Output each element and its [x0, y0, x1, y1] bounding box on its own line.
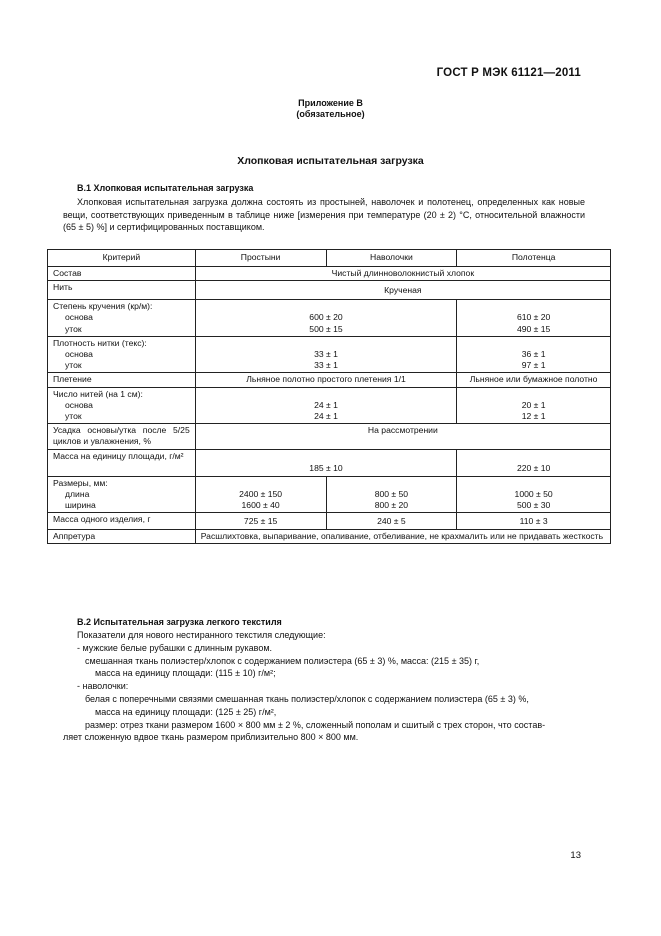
header-towels: Полотенца — [457, 250, 611, 267]
row-sublabel: основа — [65, 349, 93, 360]
table-row — [48, 513, 611, 530]
row-sublabel: уток — [65, 323, 82, 334]
row-label: Масса одного изделия, г — [48, 513, 196, 530]
row-sublabel: длина — [65, 488, 90, 499]
row-label: Нить — [48, 281, 196, 300]
value-line: 490 ± 15 — [516, 323, 551, 334]
value-line: 33 ± 1 — [314, 349, 338, 360]
row-sublabel: основа — [65, 312, 93, 323]
value-line: 97 ± 1 — [521, 360, 546, 371]
table-row — [48, 267, 611, 281]
value-line: 1600 ± 40 — [241, 500, 280, 511]
cell-value: Льняное полотно простого плетения 1/1 — [195, 373, 457, 387]
list-item: - мужские белые рубашки с длинным рукавом. — [77, 642, 273, 653]
cell-value: 240 ± 5 — [326, 513, 457, 530]
table-row — [48, 530, 611, 544]
value-line: 36 ± 1 — [521, 349, 546, 360]
value-line: 610 ± 20 — [516, 312, 551, 323]
value-line: 24 ± 1 — [314, 399, 338, 410]
value-line: 800 ± 50 — [374, 488, 409, 499]
list-item: масса на единицу площади: (125 ± 25) г/м², — [95, 706, 277, 717]
value-line: 33 ± 1 — [314, 360, 338, 371]
appendix-status: (обязательное) — [296, 109, 365, 119]
value-line: 24 ± 1 — [314, 411, 338, 422]
section-b1-text — [63, 196, 585, 234]
cell-value: 110 ± 3 — [457, 513, 611, 530]
cell-value: Чистый длинноволокнистый хлопок — [195, 267, 610, 281]
header-criterion: Критерий — [48, 250, 196, 267]
cell-value: 185 ± 10 — [195, 449, 457, 476]
section-b1-paragraph: Хлопковая испытательная загрузка должна состоять из простыней, наволочек и полотенец, определенных как новые вещи, соответствующих приведенным в таблице ниже [измерения при температуре (20 ± 2) °С, относительной влажности (65 ± 5) %] и сертифицированных поставщиком. — [63, 197, 585, 232]
cell-value — [195, 300, 457, 337]
value-line: 600 ± 20 — [309, 312, 343, 323]
row-label: Состав — [48, 267, 196, 281]
header-sheets: Простыни — [195, 250, 326, 267]
cell-value — [457, 476, 611, 513]
cell-value — [457, 387, 611, 424]
table-row — [48, 476, 611, 513]
list-item: - наволочки: — [77, 681, 129, 692]
cell-value — [457, 300, 611, 337]
value-line: 500 ± 15 — [309, 323, 343, 334]
cell-value: На рассмотрении — [195, 424, 610, 449]
value-line: 20 ± 1 — [521, 399, 546, 410]
table-row — [48, 449, 611, 476]
row-sublabel: уток — [65, 360, 82, 371]
appendix-title: Приложение В — [298, 98, 363, 108]
list-item: масса на единицу площади: (115 ± 10) г/м²; — [95, 668, 276, 679]
value-line: 1000 ± 50 — [514, 488, 553, 499]
cell-value: Расшлихтовка, выпаривание, опаливание, отбеливание, не крахмалить или не придавать жесткость — [195, 530, 610, 544]
cell-value — [326, 476, 457, 513]
value-line: 500 ± 30 — [516, 500, 551, 511]
cell-value — [195, 387, 457, 424]
row-label: Плетение — [48, 373, 196, 387]
row-label — [48, 387, 196, 424]
appendix-heading — [0, 98, 661, 120]
table-row — [48, 300, 611, 337]
row-label-main: Число нитей (на 1 см): — [53, 388, 143, 399]
row-label-main: Плотность нитки (текс): — [53, 337, 147, 348]
table-row — [48, 373, 611, 387]
row-label: Масса на единицу площади, г/м² — [48, 449, 196, 476]
cell-value — [195, 336, 457, 373]
page-number: 13 — [570, 850, 581, 861]
list-item: белая с поперечными связями смешанная ткань полиэстер/хлопок с содержанием полиэстера (65 ± 3) %, — [85, 693, 529, 704]
row-label — [48, 476, 196, 513]
cell-value — [195, 476, 326, 513]
row-sublabel: уток — [65, 411, 82, 422]
row-label — [48, 336, 196, 373]
list-item: ляет сложенную вдвое ткань размером приблизительно 800 × 800 мм. — [63, 732, 359, 743]
section-b2-text — [63, 629, 593, 744]
row-label-main: Размеры, мм: — [53, 477, 108, 488]
standard-header: ГОСТ Р МЭК 61121—2011 — [436, 67, 581, 79]
cell-value: 725 ± 15 — [195, 513, 326, 530]
table-row — [48, 336, 611, 373]
row-label-main: Степень кручения (кр/м): — [53, 301, 153, 312]
list-item: смешанная ткань полиэстер/хлопок с содержанием полиэстера (65 ± 3) %, масса: (215 ± 35) г, — [85, 655, 480, 666]
main-title: Хлопковая испытательная загрузка — [237, 155, 424, 167]
row-label: Аппретура — [48, 530, 196, 544]
cell-value: Крученая — [195, 281, 610, 300]
header-pillowcases: Наволочки — [326, 250, 457, 267]
section-b1-heading: В.1 Хлопковая испытательная загрузка — [77, 183, 254, 193]
table-row — [48, 281, 611, 300]
value-line: 12 ± 1 — [521, 411, 546, 422]
cell-value: Льняное или бумажное полотно — [457, 373, 611, 387]
list-item: размер: отрез ткани размером 1600 × 800 мм ± 2 %, сложенный пополам и сшитый с трех сторон, что состав- — [85, 719, 546, 730]
row-sublabel: ширина — [65, 500, 96, 511]
list-item: Показатели для нового нестиранного текстиля следующие: — [77, 630, 326, 640]
value-line: 800 ± 20 — [374, 500, 409, 511]
cotton-load-table — [47, 249, 611, 544]
table-row — [48, 424, 611, 449]
row-label — [48, 300, 196, 337]
row-sublabel: основа — [65, 399, 93, 410]
cell-value: 220 ± 10 — [457, 449, 611, 476]
table-header-row — [48, 250, 611, 267]
cell-value — [457, 336, 611, 373]
value-line: 2400 ± 150 — [239, 488, 283, 499]
section-b2-heading: В.2 Испытательная загрузка легкого текстиля — [77, 617, 282, 627]
table-row — [48, 387, 611, 424]
row-label: Усадка основы/утка после 5/25 циклов и увлажнения, % — [48, 424, 196, 449]
